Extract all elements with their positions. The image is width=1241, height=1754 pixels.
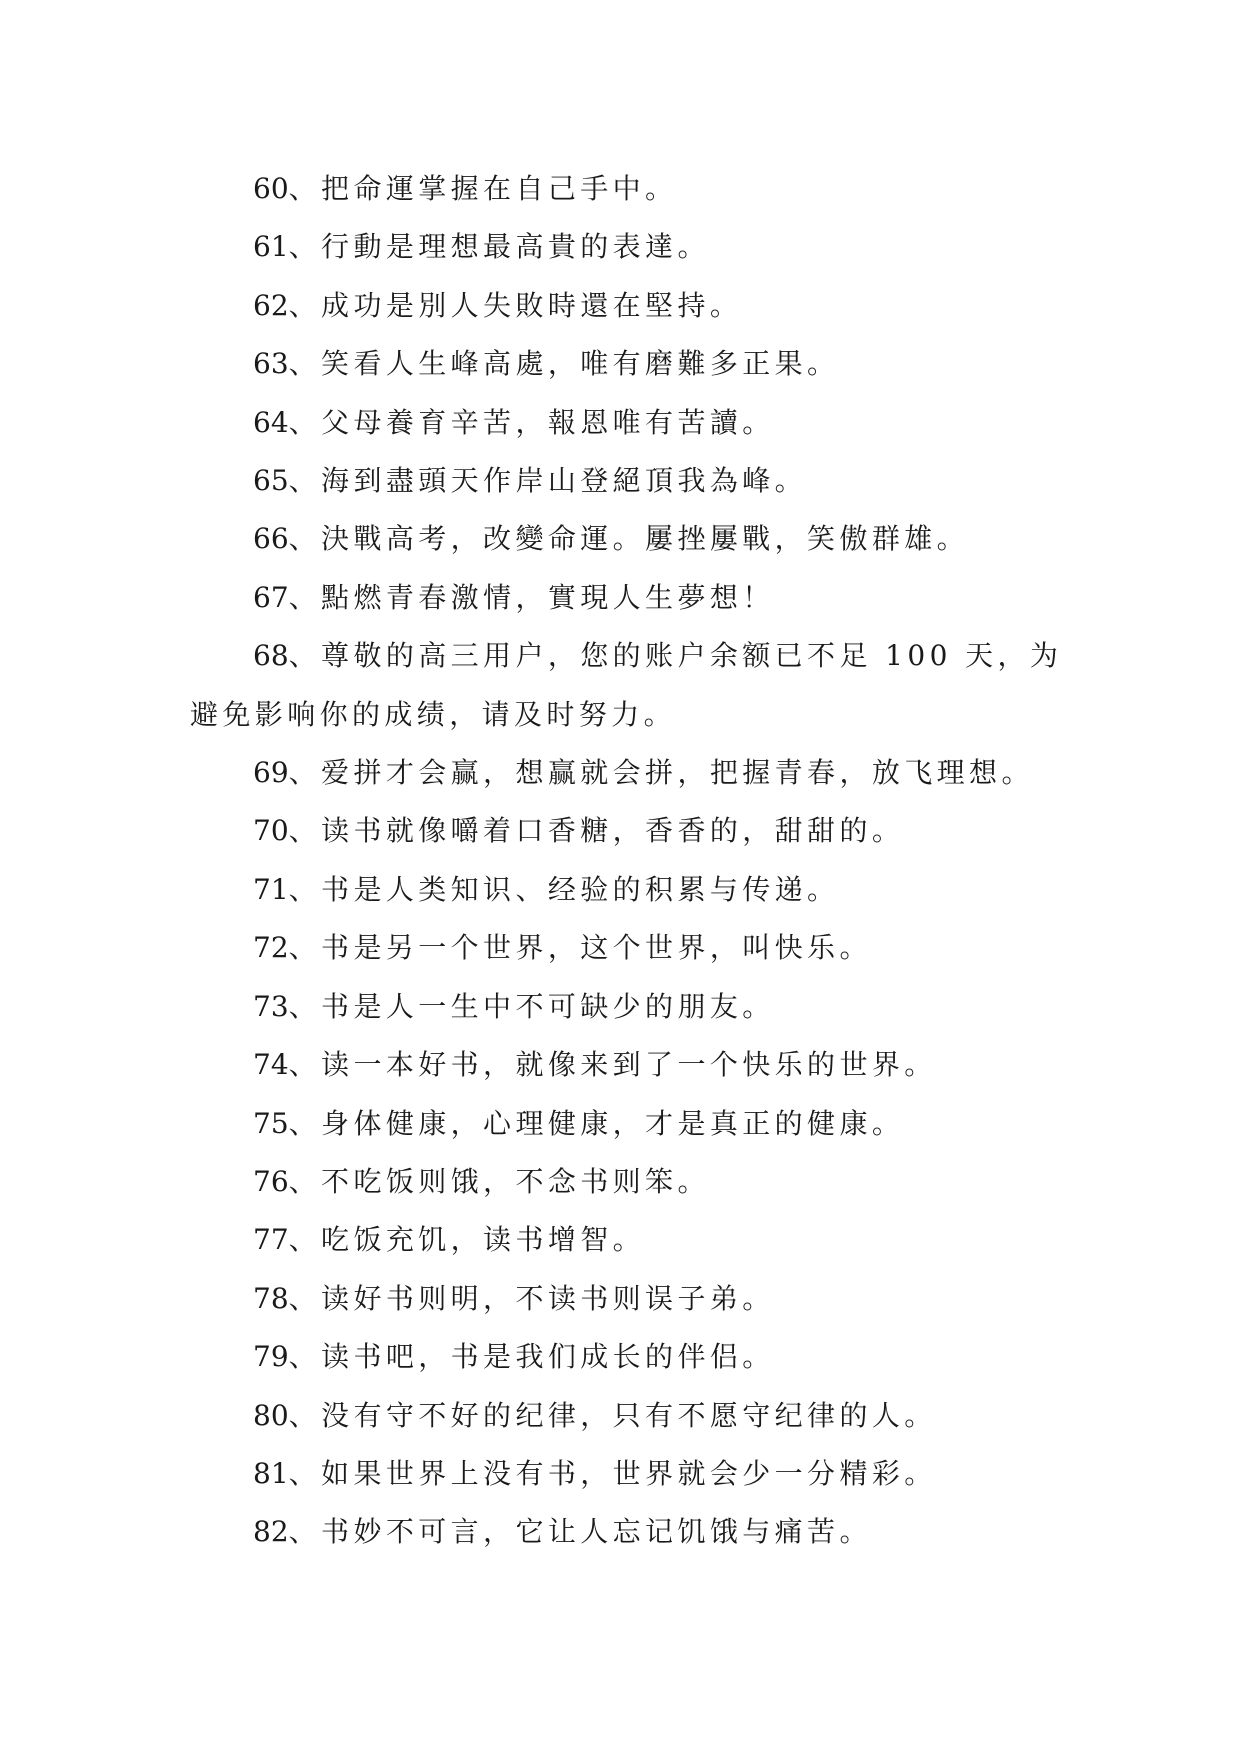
list-item [190,1211,1050,1269]
item-text: 、笑看人生峰高處，唯有磨難多正果。 [288,347,840,381]
item-number: 64 [253,405,289,439]
item-text: 、书妙不可言，它让人忘记饥饿与痛苦。 [288,1515,872,1549]
list-item [190,394,1050,452]
item-text: 、尊敬的高三用户，您的账户余额已不足 100 天，为 [288,639,1063,673]
item-number: 63 [253,347,289,381]
list-item [190,978,1050,1036]
item-number: 74 [253,1048,289,1082]
item-text: 、读好书则明，不读书则误子弟。 [288,1281,775,1315]
item-number: 73 [253,989,289,1023]
list-item [190,335,1050,393]
item-text: 、书是另一个世界，这个世界，叫快乐。 [288,931,872,965]
list-item [190,627,1063,685]
item-number: 77 [253,1223,289,1257]
item-text: 、爱拼才会赢，想赢就会拼，把握青春，放飞理想。 [288,756,1034,790]
item-text: 、父母養育辛苦，報恩唯有苦讀。 [288,405,775,439]
list-item [190,1036,1050,1094]
item-number: 66 [253,522,289,556]
item-number: 60 [253,172,289,205]
list-item [190,160,1050,218]
item-number: 79 [253,1340,289,1374]
list-item [190,802,1050,860]
list-item [190,919,1050,977]
item-text: 、读书吧，书是我们成长的伴侣。 [288,1340,775,1374]
document-body [190,160,1063,1562]
list-item [190,861,1050,919]
item-text: 、點燃青春激情，實現人生夢想！ [288,580,775,614]
list-item-continuation: 避免影响你的成绩，请及时努力。 [190,697,677,731]
item-text: 、海到盡頭天作岸山登絕頂我為峰。 [288,464,808,498]
list-item [190,1328,1050,1386]
item-number: 81 [253,1456,289,1490]
item-text: 、吃饭充饥，读书增智。 [288,1223,646,1257]
item-number: 80 [253,1398,289,1432]
item-number: 82 [253,1515,289,1549]
list-item [190,1387,1050,1445]
item-number: 62 [253,288,289,322]
item-text: 、行動是理想最高貴的表達。 [288,230,710,264]
list-item [190,1095,1050,1153]
item-text: 、书是人类知识、经验的积累与传递。 [288,872,840,906]
item-number: 76 [253,1164,289,1198]
item-number: 72 [253,931,289,965]
item-number: 67 [253,580,289,614]
item-number: 71 [253,872,289,906]
item-number: 78 [253,1281,289,1315]
item-text: 、決戰高考，改變命運。屢挫屢戰，笑傲群雄。 [288,522,970,556]
item-text: 、没有守不好的纪律，只有不愿守纪律的人。 [288,1398,937,1432]
item-number: 70 [253,814,289,848]
item-number: 61 [253,230,289,264]
item-number: 65 [253,464,289,498]
item-text: 、不吃饭则饿，不念书则笨。 [288,1164,710,1198]
item-text: 、读书就像嚼着口香糖，香香的，甜甜的。 [288,814,905,848]
item-text: 、书是人一生中不可缺少的朋友。 [288,989,775,1023]
list-item [190,510,1050,568]
list-item [190,1503,1050,1561]
item-number: 69 [253,756,289,790]
item-number: 68 [253,639,289,673]
list-item [190,569,1050,627]
item-text: 、如果世界上没有书，世界就会少一分精彩。 [288,1456,937,1490]
item-text: 、身体健康，心理健康，才是真正的健康。 [288,1106,905,1140]
list-item [190,218,1050,276]
list-item [190,1270,1050,1328]
item-text: 、成功是別人失敗時還在堅持。 [288,288,743,322]
item-text: 、读一本好书，就像来到了一个快乐的世界。 [288,1048,937,1082]
list-item [190,1445,1050,1503]
list-item [190,277,1050,335]
item-number: 75 [253,1106,289,1140]
list-item [190,1153,1050,1211]
list-item [190,452,1050,510]
item-text: 、把命運掌握在自己手中。 [288,172,678,205]
list-item [190,744,1050,802]
